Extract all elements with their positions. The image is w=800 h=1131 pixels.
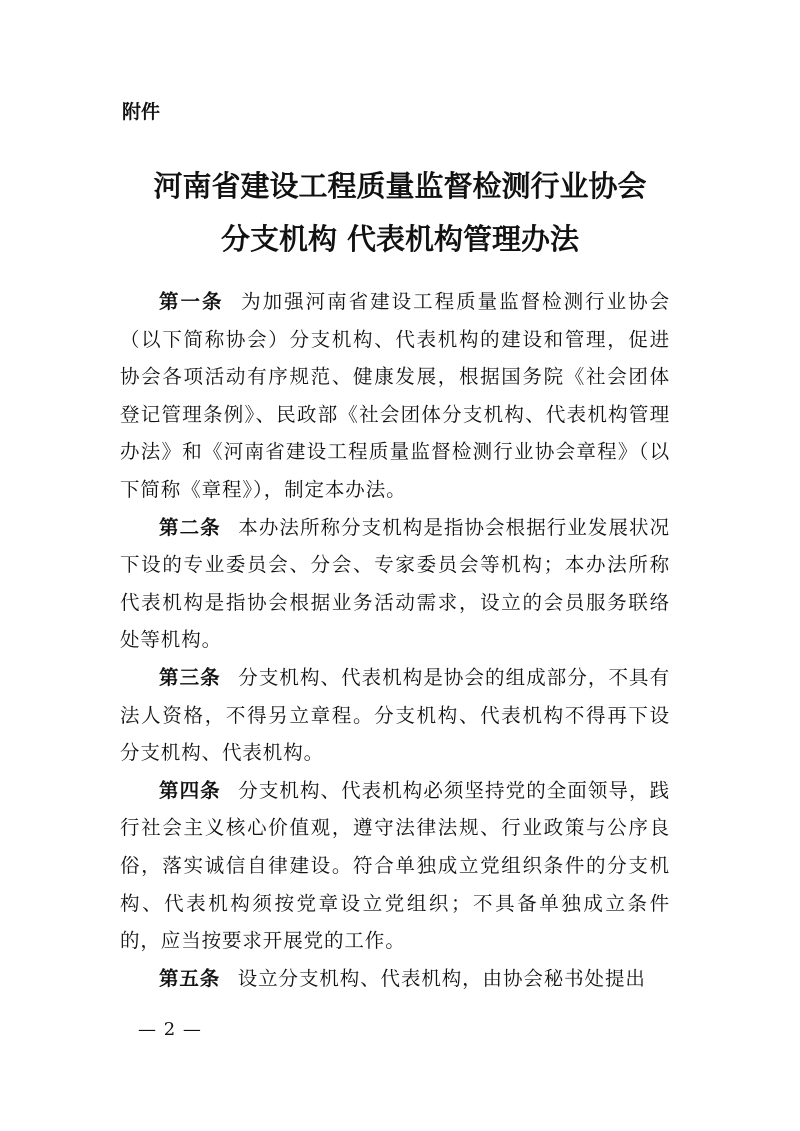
article-5	[120, 960, 670, 998]
article-3-text: 分支机构、代表机构是协会的组成部分，不具有法人资格，不得另立章程。分支机构、代表机构不得再下设分支机构、代表机构。	[120, 665, 670, 765]
article-3-number: 第三条	[159, 665, 221, 689]
article-1-number: 第一条	[159, 290, 224, 313]
document-title-line-2: 分支机构 代表机构管理办法	[220, 222, 580, 256]
article-1-text: 为加强河南省建设工程质量监督检测行业协会（以下简称协会）分支机构、代表机构的建设和管理，促进协会各项活动有序规范、健康发展，根据国务院《社会团体登记管理条例》、民政部《社会团体分支机构、代表机构管理办法》和《河南省建设工程质量监督检测行业协会章程》（以下简称《章程》），制定本办法。	[120, 290, 670, 501]
article-4	[120, 772, 670, 960]
document-title-line-1: 河南省建设工程质量监督检测行业协会	[153, 169, 647, 203]
article-2-text: 本办法所称分支机构是指协会根据行业发展状况下设的专业委员会、分会、专家委员会等机构；本办法所称代表机构是指协会根据业务活动需求，设立的会员服务联络处等机构。	[120, 515, 670, 652]
article-2	[120, 509, 670, 659]
article-5-number: 第五条	[159, 966, 221, 990]
article-1	[120, 283, 670, 509]
article-3	[120, 659, 670, 772]
attachment-label: 附件	[122, 101, 161, 123]
document-body	[120, 283, 670, 997]
article-5-text: 设立分支机构、代表机构，由协会秘书处提出	[237, 966, 646, 990]
page-number: — 2 —	[138, 1019, 202, 1040]
article-4-number: 第四条	[159, 778, 221, 802]
article-2-number: 第二条	[159, 515, 221, 539]
article-4-text: 分支机构、代表机构必须坚持党的全面领导，践行社会主义核心价值观，遵守法律法规、行业政策与公序良俗，落实诚信自律建设。符合单独成立党组织条件的分支机构、代表机构须按党章设立党组织；不具备单独成立条件的，应当按要求开展党的工作。	[120, 778, 670, 953]
